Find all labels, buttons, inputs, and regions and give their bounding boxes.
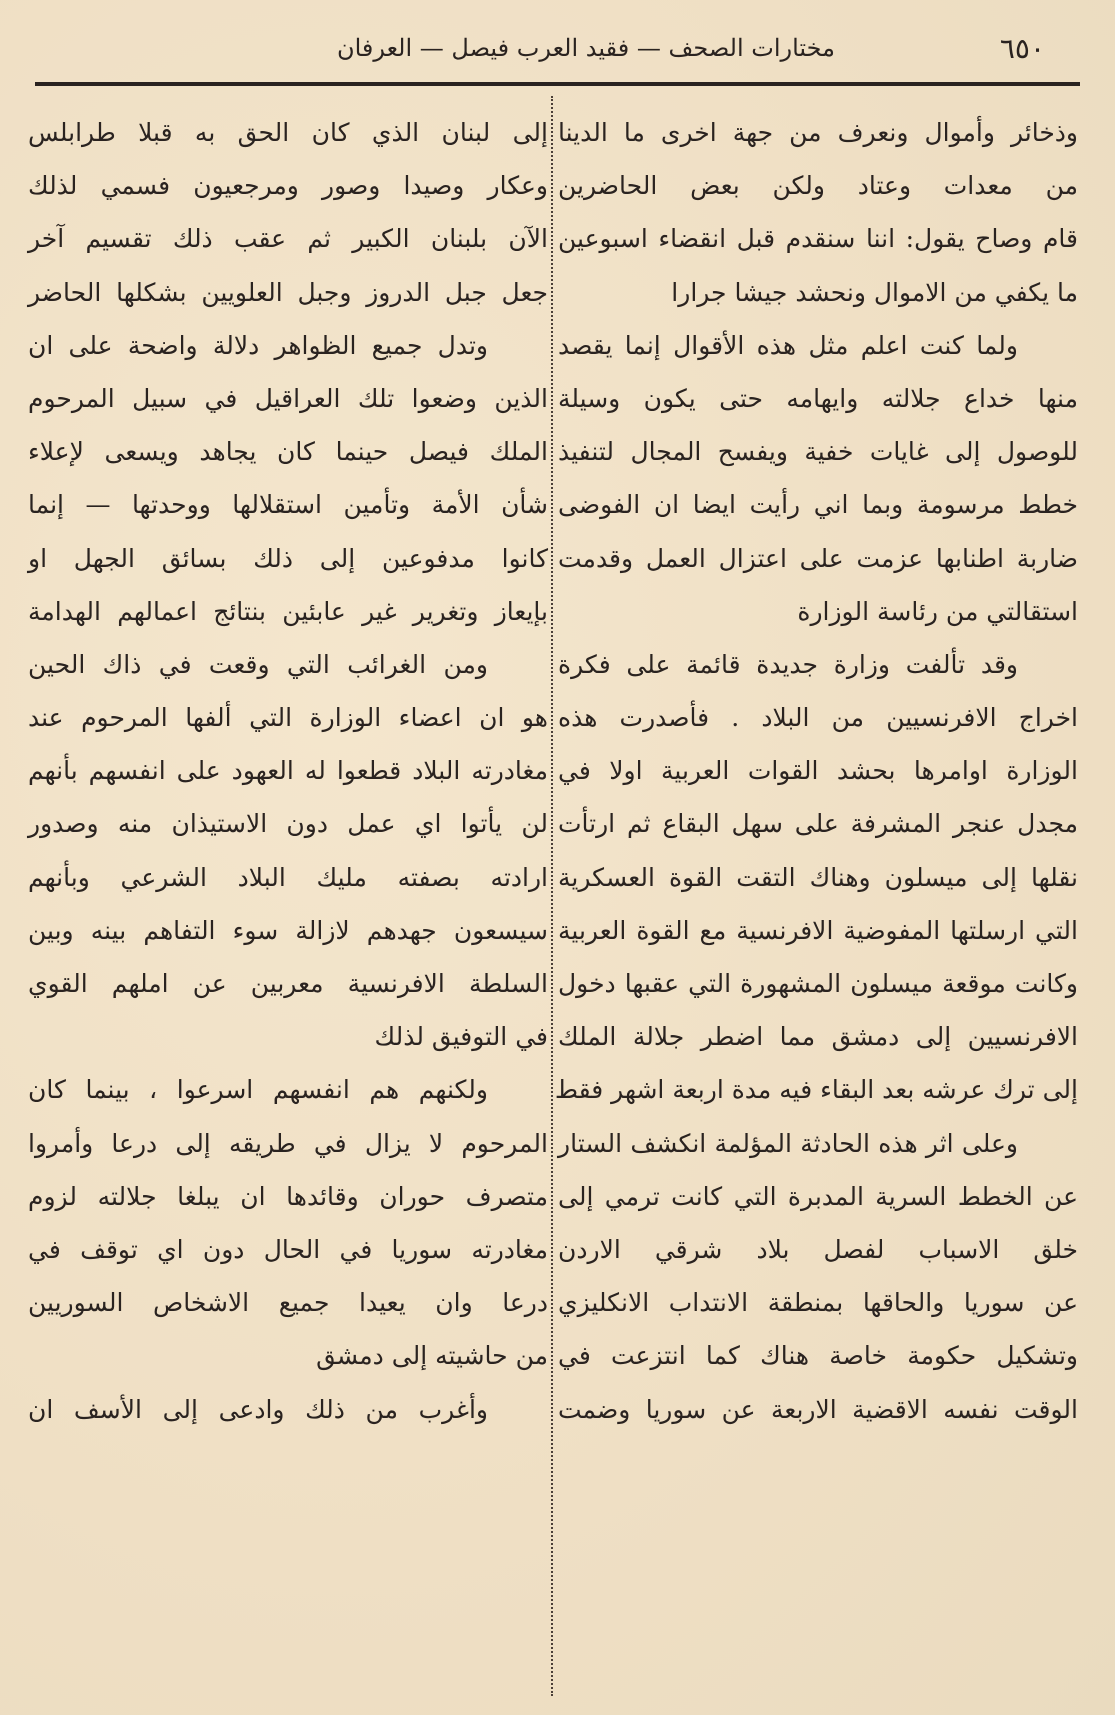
text-line: كانوا مدفوعين إلى ذلك بسائق الجهل او bbox=[28, 543, 548, 573]
page-number: ٦٥٠ bbox=[999, 32, 1045, 65]
text-line: وتشكيل حكومة خاصة هناك كما انتزعت في bbox=[558, 1341, 1078, 1371]
text-line: خلق الاسباب لفصل بلاد شرقي الاردن bbox=[558, 1234, 1078, 1264]
text-line: مغادرته سوريا في الحال دون اي توقف في bbox=[28, 1234, 548, 1264]
text-line: وكانت موقعة ميسلون المشهورة التي عقبها دخول bbox=[558, 969, 1078, 998]
text-line: وعلى اثر هذه الحادثة المؤلمة انكشف الستار bbox=[558, 1128, 1018, 1158]
text-line: بإيعاز وتغرير غير عابئين بنتائج اعمالهم الهدامة bbox=[28, 596, 548, 626]
text-line: السلطة الافرنسية معربين عن املهم القوي bbox=[28, 969, 548, 998]
text-line: ضاربة اطنابها عزمت على اعتزال العمل وقدمت bbox=[558, 543, 1078, 573]
text-line: الافرنسيين إلى دمشق مما اضطر جلالة الملك bbox=[558, 1022, 1078, 1052]
text-line: استقالتي من رئاسة الوزارة bbox=[797, 596, 1078, 626]
text-line: منها خداع جلالته وايهامه حتى يكون وسيلة bbox=[558, 383, 1078, 413]
text-line: ومن الغرائب التي وقعت في ذاك الحين bbox=[28, 649, 488, 679]
text-line: ارادته بصفته مليك البلاد الشرعي وبأنهم bbox=[28, 862, 548, 892]
text-line: الملك فيصل حينما كان يجاهد ويسعى لإعلاء bbox=[28, 437, 548, 467]
text-line: وقد تألفت وزارة جديدة قائمة على فكرة bbox=[558, 649, 1018, 679]
text-line: الوزارة اوامرها بحشد القوات العربية اولا في bbox=[558, 756, 1078, 786]
text-line: شأن الأمة وتأمين استقلالها ووحدتها — إنما bbox=[28, 490, 548, 520]
text-line: من حاشيته إلى دمشق bbox=[316, 1341, 548, 1371]
text-line: متصرف حوران وقائدها ان يبلغا جلالته لزوم bbox=[28, 1181, 548, 1211]
text-line: ولما كنت اعلم مثل هذه الأقوال إنما يقصد bbox=[558, 330, 1018, 360]
text-line: إلى لبنان الذي كان الحق به قبلا طرابلس bbox=[28, 118, 548, 147]
text-line: من معدات وعتاد ولكن بعض الحاضرين bbox=[558, 171, 1078, 201]
column-divider bbox=[551, 96, 553, 1696]
running-title: مختارات الصحف — فقيد العرب فيصل — العرفان bbox=[336, 34, 835, 62]
text-line: وتدل جميع الظواهر دلالة واضحة على ان bbox=[28, 330, 488, 360]
text-line: المرحوم لا يزال في طريقه إلى درعا وأمروا bbox=[28, 1128, 548, 1158]
text-line: للوصول إلى غايات خفية ويفسح المجال لتنفيذ bbox=[558, 437, 1078, 467]
page-header bbox=[30, 28, 1085, 78]
text-line: وعكار وصيدا وصور ومرجعيون فسمي لذلك bbox=[28, 171, 548, 201]
text-line: الآن بلبنان الكبير ثم عقب ذلك تقسيم آخر bbox=[28, 224, 548, 254]
text-line: سيسعون جهدهم لازالة سوء التفاهم بينه وبين bbox=[28, 915, 548, 945]
text-line: الذين وضعوا تلك العراقيل في سبيل المرحوم bbox=[28, 383, 548, 413]
text-line: وأغرب من ذلك وادعى إلى الأسف ان bbox=[28, 1394, 488, 1424]
text-line: نقلها إلى ميسلون وهناك التقت القوة العسكرية bbox=[558, 862, 1078, 892]
text-line: قام وصاح يقول: اننا سنقدم قبل انقضاء اسبوعين bbox=[558, 224, 1078, 254]
text-line: وذخائر وأموال ونعرف من جهة اخرى ما الدينا bbox=[558, 118, 1078, 147]
text-line: التي ارسلتها المفوضية الافرنسية مع القوة العربية bbox=[558, 915, 1078, 945]
text-line: عن الخطط السرية المدبرة التي كانت ترمي إلى bbox=[558, 1181, 1078, 1211]
text-line: مغادرته البلاد قطعوا له العهود على انفسهم بأنهم bbox=[28, 756, 548, 786]
text-line: لن يأتوا اي عمل دون الاستيذان منه وصدور bbox=[28, 809, 548, 839]
text-line: خطط مرسومة وبما اني رأيت ايضا ان الفوضى bbox=[558, 490, 1078, 520]
text-line: عن سوريا والحاقها بمنطقة الانتداب الانكليزي bbox=[558, 1288, 1078, 1318]
text-line: هو ان اعضاء الوزارة التي ألفها المرحوم عند bbox=[28, 703, 548, 733]
text-line: الوقت نفسه الاقضية الاربعة عن سوريا وضمت bbox=[558, 1394, 1078, 1424]
text-line: مجدل عنجر المشرفة على سهل البقاع ثم ارتأت bbox=[558, 809, 1078, 839]
text-line: اخراج الافرنسيين من البلاد . فأصدرت هذه bbox=[558, 703, 1078, 733]
text-line: ولكنهم هم انفسهم اسرعوا ، بينما كان bbox=[28, 1075, 488, 1105]
text-line: في التوفيق لذلك bbox=[374, 1022, 548, 1052]
text-line: درعا وان يعيدا جميع الاشخاص السوريين bbox=[28, 1288, 548, 1318]
text-line: جعل جبل الدروز وجبل العلويين بشكلها الحاضر bbox=[28, 277, 548, 307]
right-column bbox=[554, 106, 1078, 1436]
header-rule bbox=[35, 82, 1080, 86]
left-column bbox=[28, 106, 548, 1436]
text-line: إلى ترك عرشه بعد البقاء فيه مدة اربعة اشهر فقط bbox=[554, 1075, 1078, 1105]
text-line: ما يكفي من الاموال ونحشد جيشا جرارا bbox=[671, 277, 1078, 307]
